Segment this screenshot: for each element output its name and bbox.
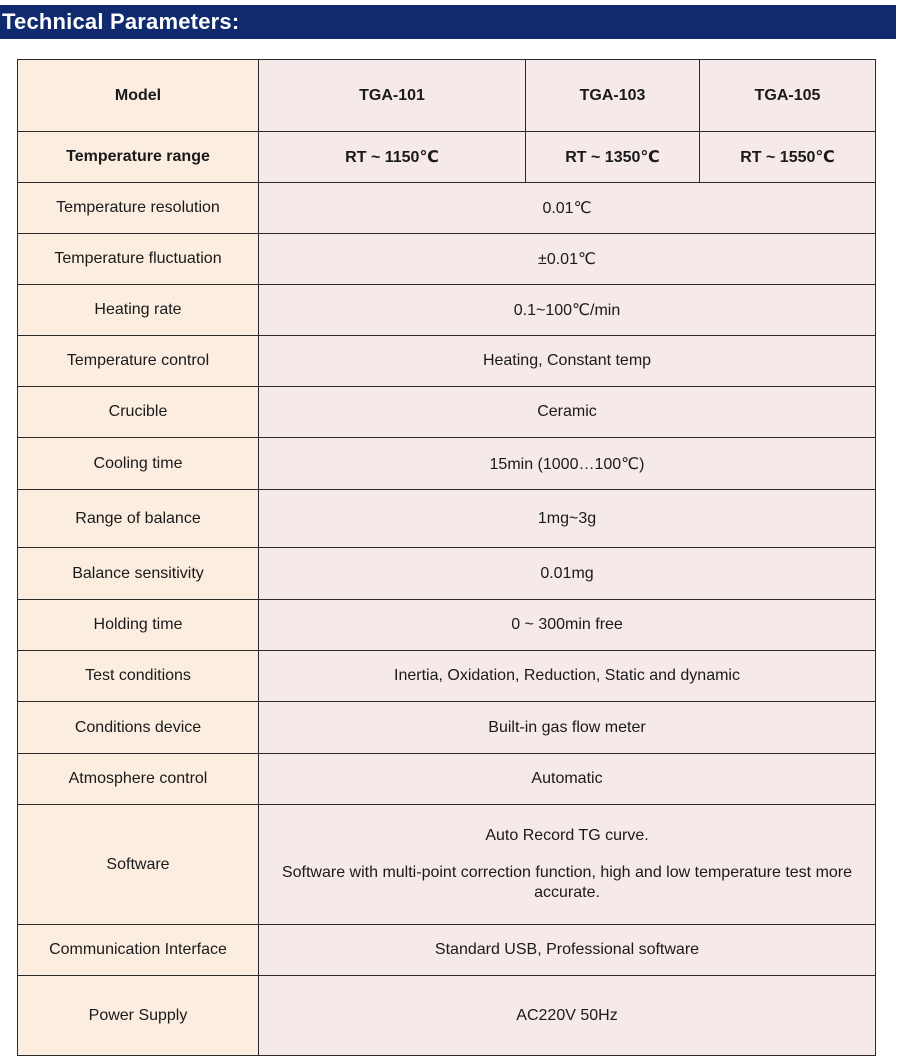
model-tga-103: TGA-103: [526, 60, 700, 132]
row-label: Temperature control: [18, 336, 259, 387]
row-value: 0 ~ 300min free: [259, 600, 876, 651]
row-label: Range of balance: [18, 490, 259, 548]
model-tga-105: TGA-105: [700, 60, 876, 132]
row-label: Conditions device: [18, 702, 259, 754]
table-row: [18, 754, 876, 805]
row-value: 0.1~100℃/min: [259, 285, 876, 336]
row-label: Crucible: [18, 387, 259, 438]
temp-range-tga-105: RT ~ 1550℃: [700, 132, 876, 183]
row-label: Model: [18, 60, 259, 132]
table-row: [18, 183, 876, 234]
row-label: Communication Interface: [18, 925, 259, 976]
row-label: Temperature range: [18, 132, 259, 183]
row-value: 1mg~3g: [259, 490, 876, 548]
row-value: 0.01℃: [259, 183, 876, 234]
temp-range-tga-101: RT ~ 1150℃: [259, 132, 526, 183]
table-row: [18, 438, 876, 490]
row-label: Holding time: [18, 600, 259, 651]
row-value: Heating, Constant temp: [259, 336, 876, 387]
technical-parameters-table: [17, 59, 876, 1056]
table-row: [18, 702, 876, 754]
row-label: Temperature resolution: [18, 183, 259, 234]
row-label: Heating rate: [18, 285, 259, 336]
row-value: Automatic: [259, 754, 876, 805]
table-row: [18, 234, 876, 285]
row-value: Standard USB, Professional software: [259, 925, 876, 976]
row-value: 0.01mg: [259, 548, 876, 600]
row-value: ±0.01℃: [259, 234, 876, 285]
table-row-power: [18, 976, 876, 1056]
row-value: Ceramic: [259, 387, 876, 438]
table-row: [18, 387, 876, 438]
model-tga-101: TGA-101: [259, 60, 526, 132]
row-value: AC220V 50Hz: [259, 976, 876, 1056]
row-value: 15min (1000…100℃): [259, 438, 876, 490]
table-row: [18, 490, 876, 548]
table-row-temperature-range: [18, 132, 876, 183]
temp-range-tga-103: RT ~ 1350℃: [526, 132, 700, 183]
row-value: Inertia, Oxidation, Reduction, Static and dynamic: [259, 651, 876, 702]
row-label: Software: [18, 805, 259, 925]
row-label: Balance sensitivity: [18, 548, 259, 600]
table-row: [18, 285, 876, 336]
row-label: Atmosphere control: [18, 754, 259, 805]
page-title: Technical Parameters:: [0, 5, 896, 39]
row-label: Power Supply: [18, 976, 259, 1056]
table-row-software: [18, 805, 876, 925]
table-row-communication: [18, 925, 876, 976]
row-label: Temperature fluctuation: [18, 234, 259, 285]
table-row: [18, 651, 876, 702]
software-value: [259, 805, 876, 925]
row-value: Built-in gas flow meter: [259, 702, 876, 754]
row-label: Test conditions: [18, 651, 259, 702]
table-row-model: [18, 60, 876, 132]
table-row: [18, 548, 876, 600]
table-row: [18, 336, 876, 387]
software-line-1: Auto Record TG curve.: [485, 826, 649, 844]
row-label: Cooling time: [18, 438, 259, 490]
software-line-2: Software with multi-point correction function, high and low temperature test more accurate.: [281, 863, 853, 901]
table-row: [18, 600, 876, 651]
